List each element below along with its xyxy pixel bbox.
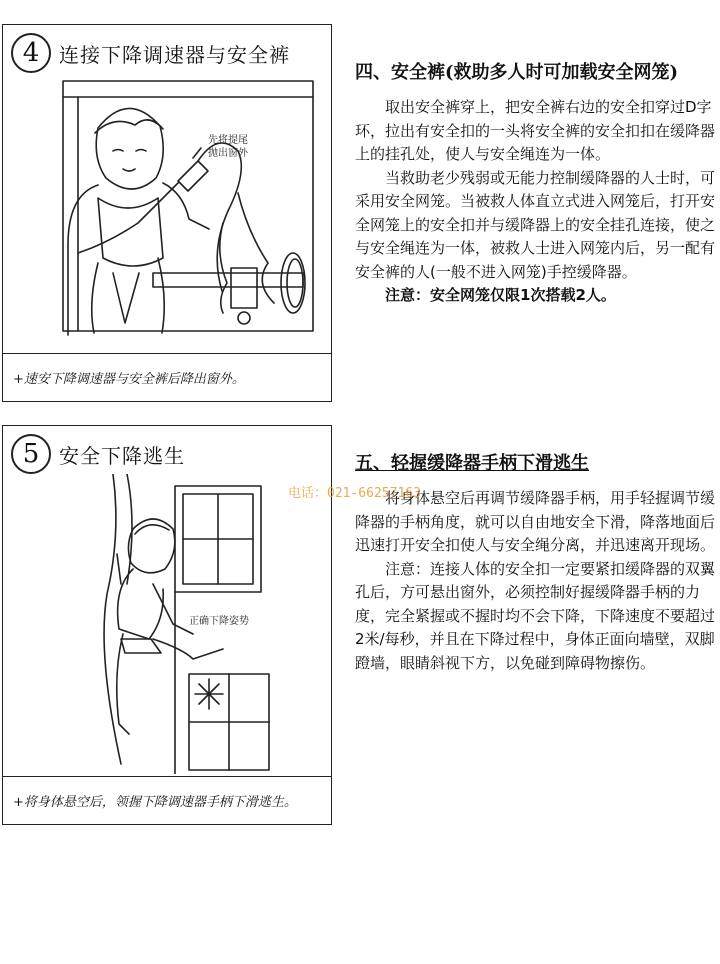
step-5-title: 安全下降逃生: [59, 443, 185, 468]
step-4-title: 连接下降调速器与安全裤: [59, 42, 290, 67]
step-5-illustration: [3, 474, 330, 774]
section-4-note: 注意：安全网笼仅限1次搭载2人。: [385, 286, 616, 304]
step-5-caption: +将身体悬空后，领握下降调速器手柄下滑逃生。: [3, 776, 331, 824]
step-5-panel: [2, 425, 332, 825]
step-4-panel: [2, 24, 332, 402]
section-5-paragraph-2: 注意：连接人体的安全扣一定要紧扣缓降器的双翼孔后，方可悬出窗外，必须控制好握缓降器手柄的力度，完全紧握或不握时均不会下降，下降速度不要超过2米/每秒，并且在下降过程中，身体正面向墙壁，双脚蹬墙，眼睛斜视下方，以免碰到障碍物擦伤。: [355, 559, 716, 672]
section-4: [355, 58, 717, 308]
step-4-header: [11, 33, 290, 73]
step-5-number: 5: [11, 434, 51, 474]
step-5-header: [11, 434, 185, 474]
step-4-callout-line1: 先将提尾: [208, 135, 248, 146]
step-4-callout-line2: 抛出窗外: [208, 148, 248, 159]
step-4-caption: +速安下降调速器与安全裤后降出窗外。: [3, 353, 331, 401]
section-4-paragraph-2: 当救助老少残弱或无能力控制缓降器的人士时，可采用安全网笼。当被救人体直立式进入网笼后，打开安全网笼上的安全扣并与缓降器上的安全挂孔连接，使之与安全绳连为一体，被救人士进入网笼内后，另一配有安全裤的人(一般不进入网笼)手控缓降器。: [355, 168, 716, 281]
section-5-title: 五、轻握缓降器手柄下滑逃生: [355, 453, 589, 474]
step-4-number: 4: [11, 33, 51, 73]
phone-watermark: 电话：021-66257163: [288, 486, 421, 501]
step-5-callout: 正确下降姿势: [189, 616, 249, 627]
section-4-paragraph-1: 取出安全裤穿上，把安全裤右边的安全扣穿过D字环，拉出有安全扣的一头将安全裤的安全扣扣在缓降器上的挂孔处，使人与安全绳连为一体。: [355, 98, 716, 163]
step-4-illustration: [3, 73, 330, 353]
section-5-paragraph-1: 将身体悬空后再调节缓降器手柄，用手轻握调节缓降器的手柄角度，就可以自由地安全下滑，降落地面后迅速打开安全扣使人与安全绳分离，并迅速离开现场。: [355, 489, 716, 554]
section-4-title: 四、安全裤(救助多人时可加载安全网笼): [355, 62, 679, 83]
